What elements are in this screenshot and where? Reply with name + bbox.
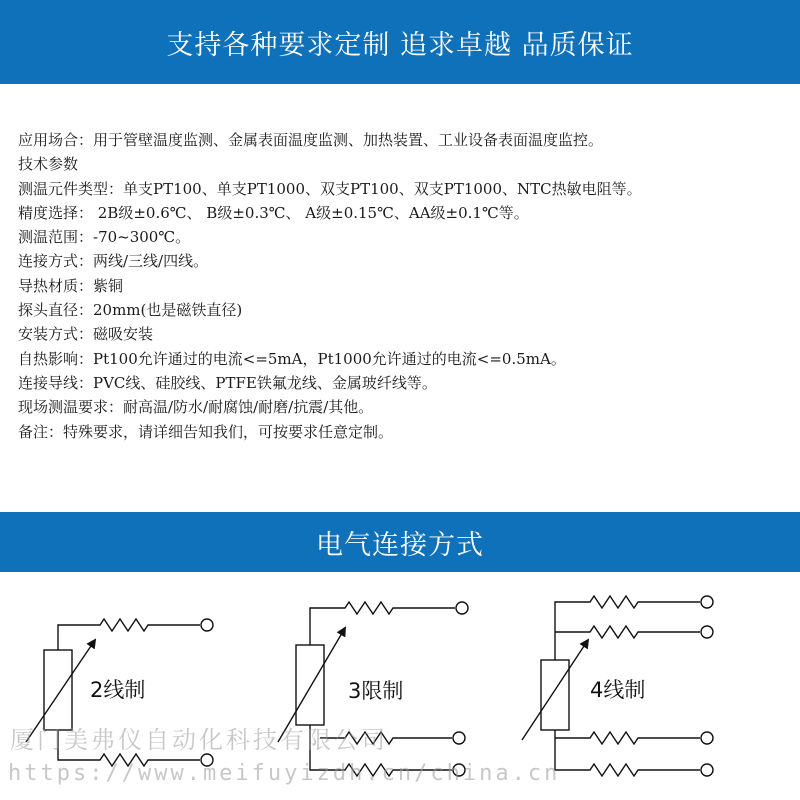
three-wire-middle-terminal [453,732,465,744]
three-wire-rtd-body [296,645,324,725]
spec-line-sensor-type: 测温元件类型：单支PT100、单支PT1000、双支PT100、双支PT1000、NTC热敏电阻等。 [18,179,642,198]
spec-list [18,128,794,444]
four-wire-rtd-body [541,660,569,730]
four-wire-terminal-4 [701,764,713,776]
spec-line-range: 测温范围：-70~300℃。 [18,228,191,247]
spec-line-material: 导热材质：紫铜 [18,276,124,295]
two-wire-rtd-body [44,650,72,730]
four-wire-terminal-1 [701,596,713,608]
spec-line-accuracy: 精度选择： 2B级±0.6℃、 B级±0.3℃、 A级±0.15℃、AA级±0.1℃等。 [18,203,529,222]
spec-line-remarks: 备注：特殊要求，请详细告知我们，可按要求任意定制。 [18,422,394,441]
four-wire-label: 4线制 [590,678,646,702]
three-wire-top-lead [310,602,455,645]
four-wire-terminal-3 [701,732,713,744]
spec-line-application: 应用场合：用于管壁温度监测、金属表面温度监测、加热装置、工业设备表面温度监控。 [18,131,604,149]
three-wire-top-terminal [456,602,468,614]
wiring-diagrams [0,580,800,800]
wiring-banner-title: 电气连接方式 [316,529,484,561]
top-banner [0,0,800,84]
spec-line-install: 安装方式：磁吸安装 [18,325,154,344]
wiring-banner [0,512,800,572]
four-wire-lead-2 [555,626,700,638]
spec-line-tech-params: 技术参数 [18,155,79,174]
four-wire-lead-4 [555,730,700,776]
spec-line-cable: 连接导线：PVC线、硅胶线、PTFE铁氟龙线、金属玻纤线等。 [18,373,437,392]
three-wire-label: 3限制 [348,679,404,703]
banner-title: 支持各种要求定制 追求卓越 品质保证 [166,29,634,61]
spec-line-self-heating: 自热影响：Pt100允许通过的电流<=5mA，Pt1000允许通过的电流<=0.5mA。 [18,349,566,368]
watermark-company: 厦门美弗仪自动化科技有限公司 [10,726,388,754]
spec-line-diameter: 探头直径：20mm(也是磁铁直径) [18,301,243,320]
four-wire-lead-3 [555,732,700,744]
two-wire-label: 2线制 [90,678,146,702]
two-wire-top-terminal [201,619,213,631]
watermark-url: https://www.meifuyizdh.cn/china.cn [8,761,561,786]
spec-line-connection: 连接方式：两线/三线/四线。 [18,252,209,271]
two-wire-top-lead [58,619,200,650]
wiring-diagrams-svg [0,580,800,800]
four-wire-terminal-2 [701,626,713,638]
spec-line-field-requirements: 现场测温要求：耐高温/防水/耐腐蚀/耐磨/抗震/其他。 [18,398,374,417]
